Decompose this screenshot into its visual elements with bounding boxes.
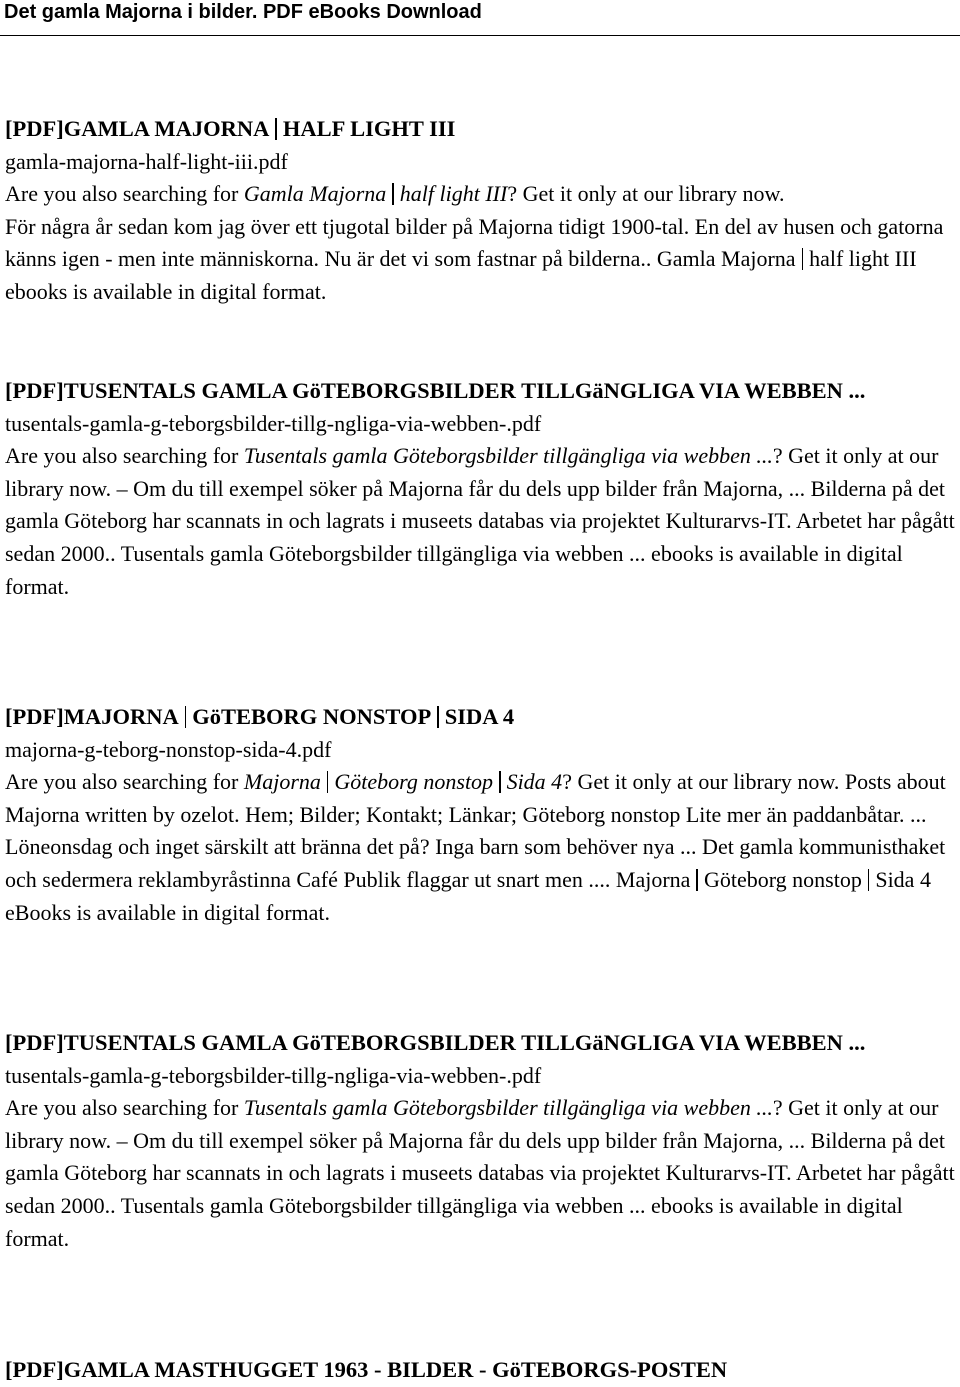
search-term: Tusentals gamla Göteborgsbilder tillgängliga via webben ...	[243, 443, 773, 469]
separator-bar	[437, 706, 439, 728]
search-suffix: ? Get it only at our library now.	[5, 443, 939, 501]
separator-bar	[275, 118, 277, 140]
search-prefix: Are you also searching for	[5, 769, 244, 795]
result-title[interactable]	[5, 1354, 955, 1387]
result-entry-4	[5, 1027, 955, 1255]
search-term: Tusentals gamla Göteborgsbilder tillgängliga via webben ...	[243, 1095, 773, 1121]
search-suffix: ? Get it only at our library now.	[5, 1095, 939, 1153]
separator-bar	[802, 248, 804, 270]
page-title: Det gamla Majorna i bilder. PDF eBooks Download	[4, 1, 482, 23]
title-part: [PDF]GAMLA MAJORNA	[5, 116, 270, 141]
result-body: Posts about Majorna written by ozelot. Hem; Bilder; Kontakt; Länkar; Göteborg nonstop Lite mer än paddanbåtar. ... Löneonsdag och inget särskilt att bränna det på? Inga barn som behöver nya ... Det gamla kommunisthaket och sedermera reklambyråstinna Café Publik flaggar ut snart men ....	[5, 769, 946, 892]
separator-bar	[868, 869, 870, 891]
separator-bar	[185, 706, 187, 728]
tail-term: half light III ebooks is available in digital format.	[5, 246, 917, 304]
header-divider	[0, 35, 960, 36]
result-filename[interactable]: majorna-g-teborg-nonstop-sida-4.pdf	[5, 736, 332, 762]
result-body: För några år sedan kom jag över ett tjugotal bilder på Majorna tidigt 1900-tal. En del av husen och gatorna känns igen - men inte människorna. Nu är det vi som fastnar på bilderna..	[5, 213, 944, 272]
title-part: [PDF]GAMLA MASTHUGGET 1963 - BILDER - GöTEBORGS-POSTEN	[5, 1357, 728, 1382]
result-description	[5, 1092, 955, 1255]
search-term: Majorna	[243, 769, 321, 795]
tail-term: Sida 4 eBooks is available in digital format.	[5, 866, 931, 925]
tail-term: Göteborg nonstop	[703, 866, 862, 892]
result-entry-3	[5, 701, 955, 929]
result-body: – Om du till exempel söker på Majorna får du dels upp bilder från Majorna, ... Bilderna på det gamla Göteborg har scannats in och lagrats i museets databas via projektet Kulturarvs-IT. Arbetet har pågått sedan 2000.. Tusentals gamla Göteborgsbilder tillgängliga via webben ... ebooks is available in digital format.	[5, 475, 955, 599]
search-suffix: ? Get it only at our library now.	[562, 769, 840, 795]
title-part: GöTEBORG NONSTOP	[192, 704, 432, 729]
result-entry-1	[5, 113, 955, 309]
title-part: HALF LIGHT III	[282, 116, 456, 141]
search-term: Göteborg nonstop	[334, 769, 494, 795]
result-description	[5, 440, 955, 603]
separator-bar	[499, 771, 501, 793]
title-part: [PDF]TUSENTALS GAMLA GöTEBORGSBILDER TILLGäNGLIGA VIA WEBBEN ...	[5, 1030, 866, 1055]
search-suffix: ? Get it only at our library now.	[507, 181, 785, 207]
separator-bar	[392, 183, 394, 205]
result-description	[5, 766, 955, 929]
tail-term: Gamla Majorna	[656, 246, 796, 272]
search-prefix: Are you also searching for	[5, 181, 244, 207]
search-term: Gamla Majorna	[243, 181, 387, 207]
separator-bar	[327, 771, 329, 793]
result-entry-2	[5, 375, 955, 603]
title-part: [PDF]MAJORNA	[5, 704, 179, 729]
tail-term: Majorna	[615, 866, 691, 892]
search-term: half light III	[399, 181, 508, 207]
separator-bar	[696, 869, 698, 891]
search-prefix: Are you also searching for	[5, 1095, 244, 1121]
search-prefix: Are you also searching for	[5, 443, 244, 469]
search-term: Sida 4	[506, 769, 563, 795]
result-description	[5, 178, 955, 308]
result-filename[interactable]: tusentals-gamla-g-teborgsbilder-tillg-ngliga-via-webben-.pdf	[5, 410, 542, 436]
result-entry-5	[5, 1354, 955, 1387]
result-filename[interactable]: gamla-majorna-half-light-iii.pdf	[5, 148, 288, 174]
result-title[interactable]	[5, 375, 955, 408]
title-part: [PDF]TUSENTALS GAMLA GöTEBORGSBILDER TILLGäNGLIGA VIA WEBBEN ...	[5, 378, 866, 403]
result-body: – Om du till exempel söker på Majorna får du dels upp bilder från Majorna, ... Bilderna på det gamla Göteborg har scannats in och lagrats i museets databas via projektet Kulturarvs-IT. Arbetet har pågått sedan 2000.. Tusentals gamla Göteborgsbilder tillgängliga via webben ... ebooks is available in digital format.	[5, 1127, 955, 1251]
result-filename[interactable]: tusentals-gamla-g-teborgsbilder-tillg-ngliga-via-webben-.pdf	[5, 1062, 542, 1088]
title-part: SIDA 4	[444, 704, 515, 729]
result-title[interactable]	[5, 1027, 955, 1060]
result-title[interactable]	[5, 701, 955, 734]
result-title[interactable]	[5, 113, 955, 146]
